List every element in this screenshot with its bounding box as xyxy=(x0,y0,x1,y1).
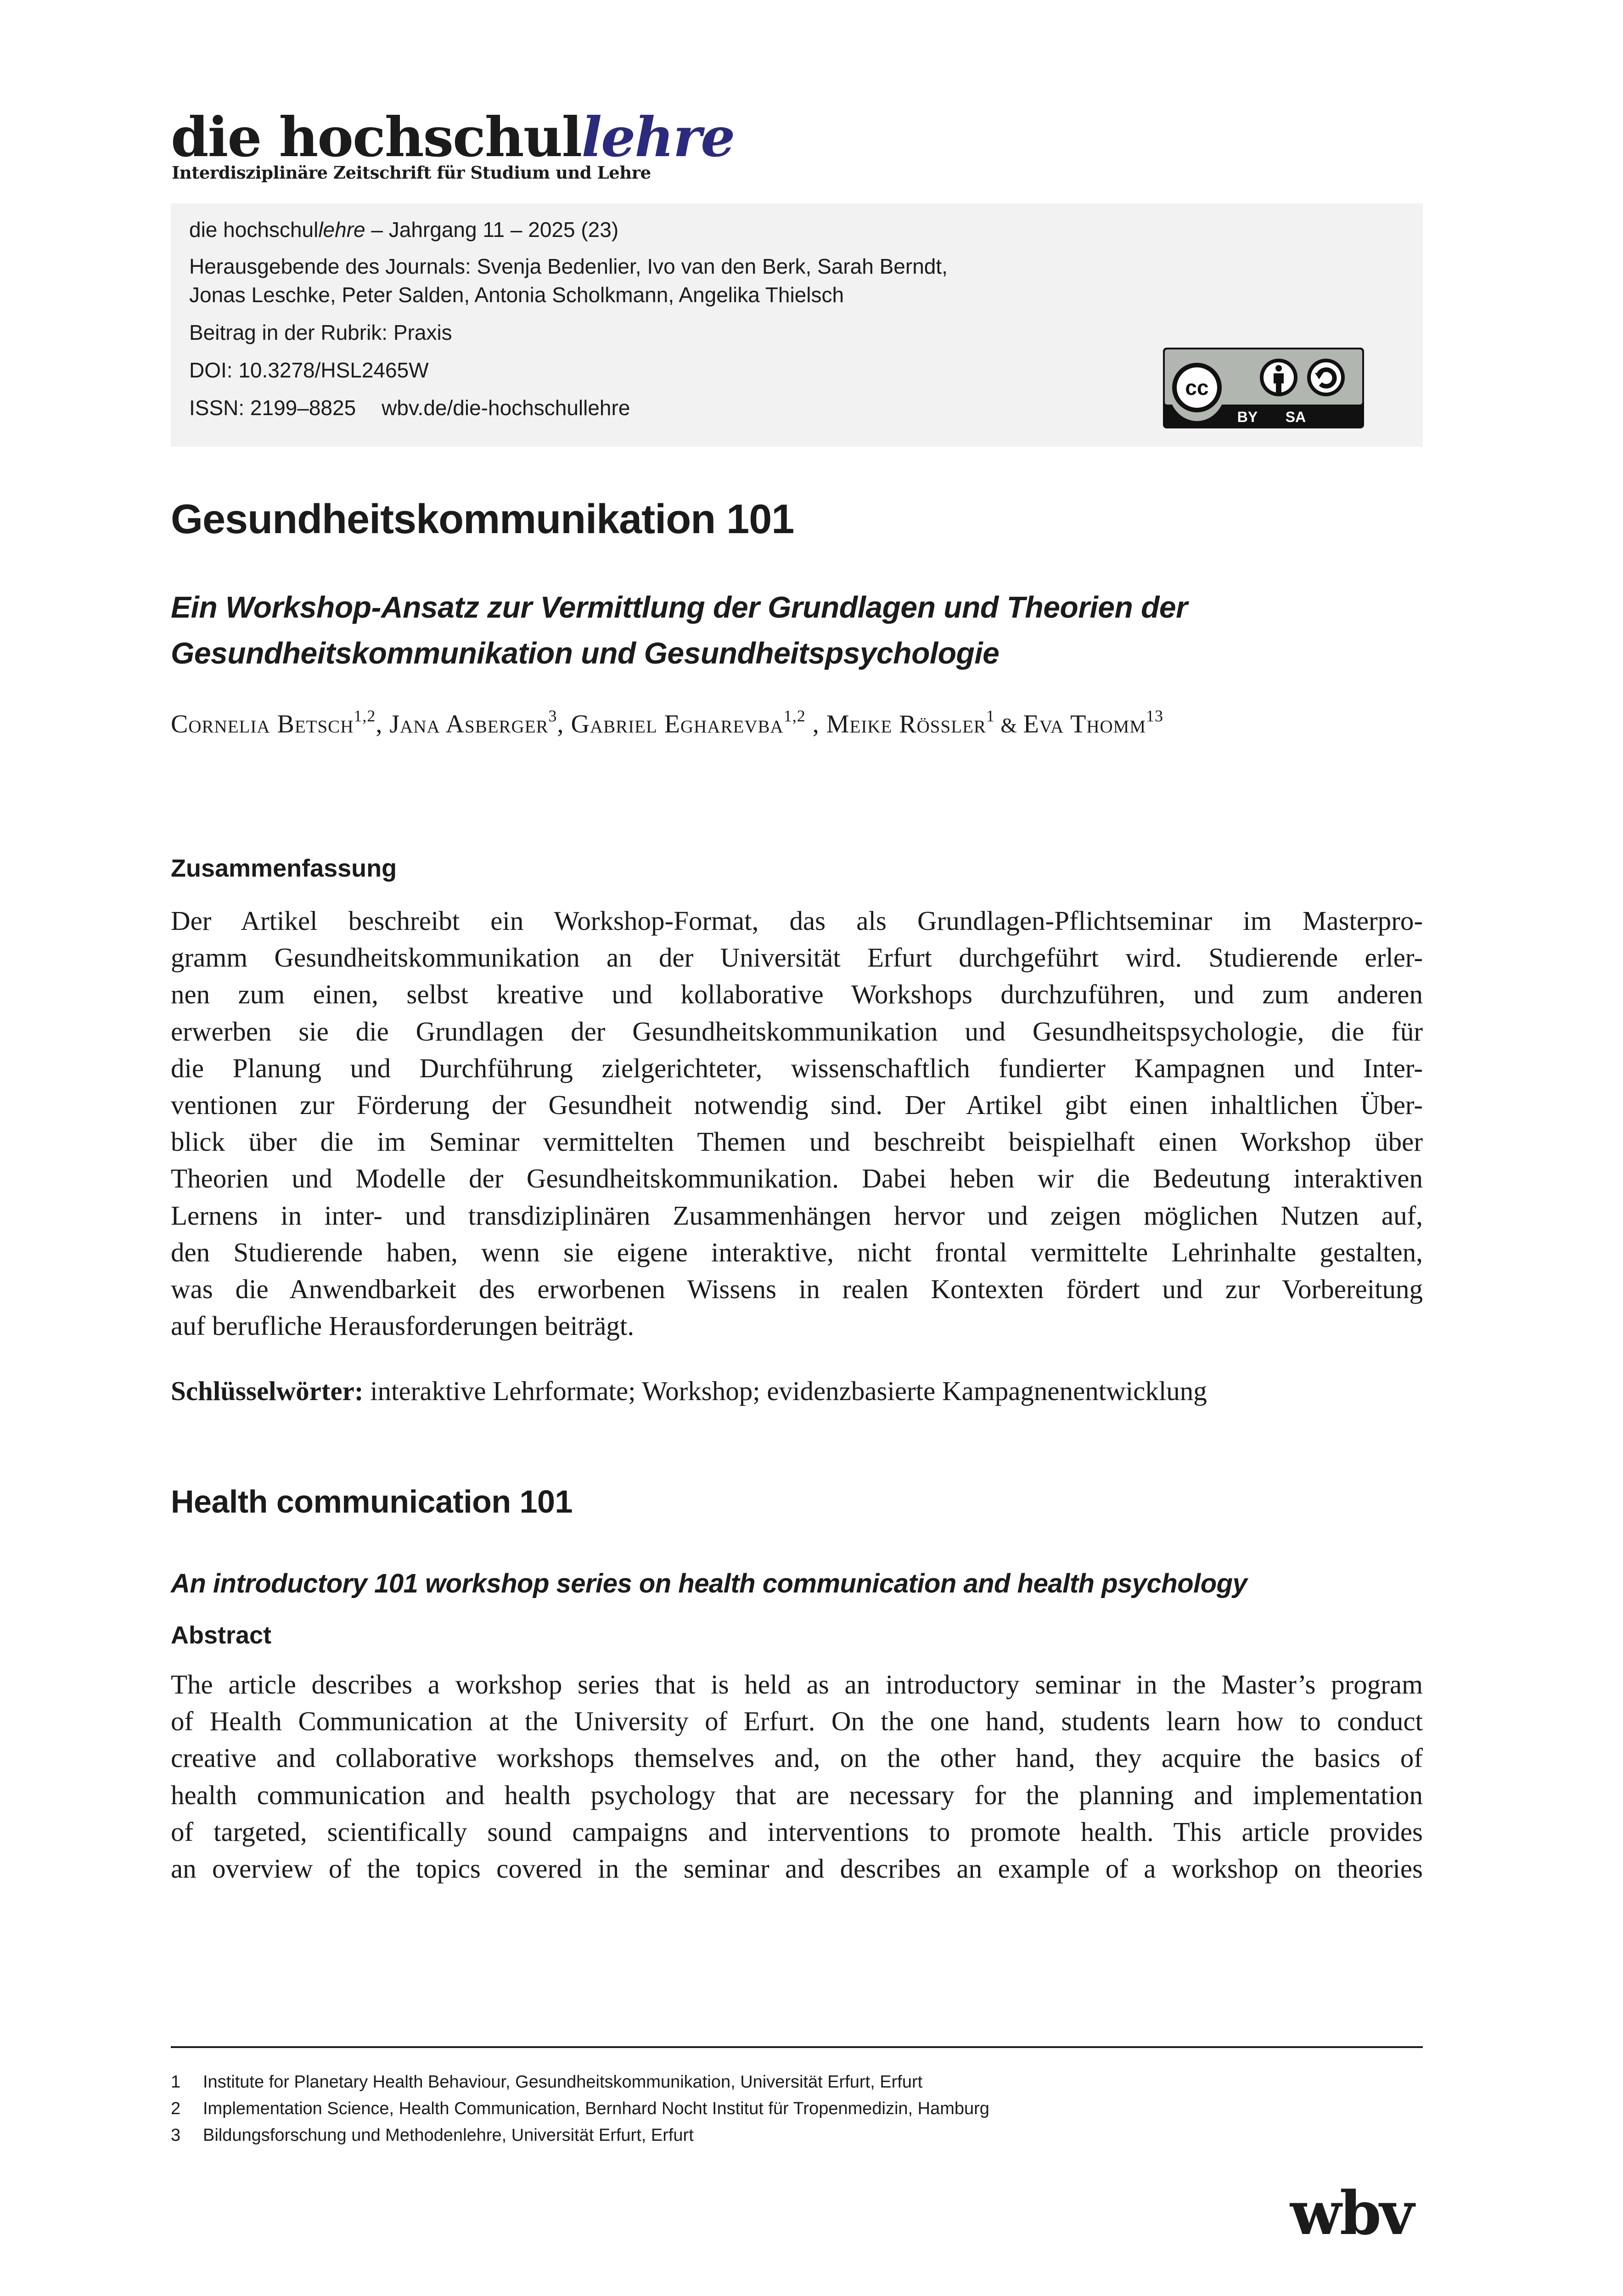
author-affiliation: 1 xyxy=(986,707,995,725)
author-name: Eva Thomm xyxy=(1023,710,1146,738)
footnote-number: 1 xyxy=(171,2072,181,2092)
abstract-en-body xyxy=(171,1666,1423,1887)
keywords xyxy=(171,1375,1207,1407)
subtitle-de-line-1: Ein Workshop-Ansatz zur Vermittlung der Grundlagen und Theorien der xyxy=(171,590,1188,624)
article-subtitle-de xyxy=(171,584,1420,676)
keywords-label: Schlüsselwörter: xyxy=(171,1376,364,1406)
text-line: nen zum einen, selbst kreative und kollaborative Workshops durchzuführen, und zum anderen xyxy=(171,979,1423,1010)
footnote xyxy=(171,2122,989,2149)
abstract-de-heading: Zusammenfassung xyxy=(171,855,397,882)
journal-info-box xyxy=(171,203,1423,447)
text-line: ventionen zur Förderung der Gesundheit notwendig sind. Der Artikel gibt einen inhaltlichen Über- xyxy=(171,1089,1423,1120)
author-name: Gabriel Egharevba xyxy=(571,710,784,738)
text-line: Lernens in inter- und transdiziplinären Zusammenhängen hervor und zeigen möglichen Nutzen auf, xyxy=(171,1200,1423,1231)
footnote-number: 2 xyxy=(171,2099,181,2118)
author-separator: , xyxy=(376,710,390,738)
footnote xyxy=(171,2095,989,2122)
author-name: Cornelia Betsch xyxy=(171,710,354,738)
author-affiliation: 1,2 xyxy=(354,707,376,725)
keywords-text: interaktive Lehrformate; Workshop; evidenzbasierte Kampagnenentwicklung xyxy=(363,1376,1207,1406)
text-line: Der Artikel beschreibt ein Workshop-Format, das als Grundlagen-Pflichtseminar im Masterpro- xyxy=(171,906,1423,936)
editors-line-2: Jonas Leschke, Peter Salden, Antonia Scholkmann, Angelika Thielsch xyxy=(189,283,844,307)
abstract-de-body xyxy=(171,902,1423,1344)
text-line: creative and collaborative workshops themselves and, on the other hand, they acquire the basics of xyxy=(171,1743,1423,1773)
text-line: Theorien und Modelle der Gesundheitskommunikation. Dabei heben wir die Bedeutung interaktiven xyxy=(171,1163,1423,1194)
text-line: of targeted, scientifically sound campaigns and interventions to promote health. This article provides xyxy=(171,1816,1423,1847)
journal-logo-subtitle: Interdisziplinäre Zeitschrift für Studium und Lehre xyxy=(172,163,651,183)
author-separator: , xyxy=(805,710,826,738)
footnote xyxy=(171,2069,989,2095)
logo-accent: lehre xyxy=(581,105,735,169)
text-line: an overview of the topics covered in the seminar and describes an example of a workshop on theories xyxy=(171,1853,1423,1884)
author-name: Jana Asberger xyxy=(389,710,549,738)
journal-issue xyxy=(189,217,618,242)
author-separator: & xyxy=(994,714,1023,737)
journal-url[interactable]: wbv.de/die-hochschullehre xyxy=(382,396,630,420)
text-line: erwerben sie die Grundlagen der Gesundheitskommunikation und Gesundheitspsychologie, die für xyxy=(171,1016,1423,1047)
cc-text: cc xyxy=(1185,376,1209,400)
doi[interactable]: DOI: 10.3278/HSL2465W xyxy=(189,358,429,382)
license-sa-label: SA xyxy=(1285,409,1306,425)
article-title-de: Gesundheitskommunikation 101 xyxy=(171,496,794,542)
logo-main: die hochschul xyxy=(171,105,582,169)
author-affiliation: 3 xyxy=(548,707,557,725)
author-affiliation: 1,2 xyxy=(783,707,806,725)
issn-url xyxy=(189,395,630,420)
article-title-en: Health communication 101 xyxy=(171,1484,573,1519)
text-line: was die Anwendbarkeit des erworbenen Wissens in realen Kontexten fördert und zur Vorbereitung xyxy=(171,1273,1423,1304)
text-line: health communication and health psychology that are necessary for the planning and implementation xyxy=(171,1779,1423,1810)
publisher-logo-wbv: wbv xyxy=(1290,2178,1413,2248)
attribution-icon xyxy=(1260,359,1297,396)
author-affiliation: 13 xyxy=(1146,707,1164,725)
author-separator: , xyxy=(557,710,571,738)
rubric: Beitrag in der Rubrik: Praxis xyxy=(189,321,452,344)
footnote-number: 3 xyxy=(171,2126,181,2145)
text-line: of Health Communication at the University of Erfurt. On the one hand, students learn how to conduct xyxy=(171,1706,1423,1737)
footnote-text: Bildungsforschung und Methodenlehre, Universität Erfurt, Erfurt xyxy=(203,2126,694,2145)
license-by-label: BY xyxy=(1237,409,1258,425)
journal-logo xyxy=(171,105,735,169)
text-line: The article describes a workshop series that is held as an introductory seminar in the Master’s program xyxy=(171,1669,1423,1699)
journal-volume: – Jahrgang 11 – 2025 (23) xyxy=(365,218,619,242)
journal-name-italic: lehre xyxy=(318,218,365,242)
cc-by-sa-license-badge[interactable] xyxy=(1162,347,1365,429)
editors-line-1: Herausgebende des Journals: Svenja Bedenlier, Ivo van den Berk, Sarah Berndt, xyxy=(189,254,948,278)
footnotes xyxy=(171,2069,989,2149)
author-name: Meike Rössler xyxy=(826,710,986,738)
text-line: auf berufliche Herausforderungen beiträgt. xyxy=(171,1311,635,1341)
abstract-en-heading: Abstract xyxy=(171,1621,272,1649)
cc-icon xyxy=(1168,357,1225,421)
article-subtitle-en: An introductory 101 workshop series on health communication and health psychology xyxy=(171,1569,1247,1598)
text-line: den Studierende haben, wenn sie eigene interaktive, nicht frontal vermittelte Lehrinhalte gestalten, xyxy=(171,1237,1423,1267)
journal-name: die hochschul xyxy=(189,218,319,242)
footnote-text: Implementation Science, Health Communication, Bernhard Nocht Institut für Tropenmedizin, Hamburg xyxy=(203,2099,989,2118)
text-line: gramm Gesundheitskommunikation an der Universität Erfurt durchgeführt wird. Studierende erler- xyxy=(171,942,1423,973)
text-line: die Planung und Durchführung zielgerichteter, wissenschaftlich fundierter Kampagnen und Inter- xyxy=(171,1052,1423,1083)
footnote-text: Institute for Planetary Health Behaviour, Gesundheitskommunikation, Universität Erfurt, Erfurt xyxy=(203,2072,923,2092)
author-list xyxy=(171,709,1163,739)
text-line: blick über die im Seminar vermittelten Themen und beschreibt beispielhaft einen Workshop über xyxy=(171,1126,1423,1157)
share-alike-icon xyxy=(1307,359,1345,396)
subtitle-de-line-2: Gesundheitskommunikation und Gesundheitspsychologie xyxy=(171,636,1000,670)
footnote-divider xyxy=(171,2046,1423,2048)
issn: ISSN: 2199–8825 xyxy=(189,396,356,420)
